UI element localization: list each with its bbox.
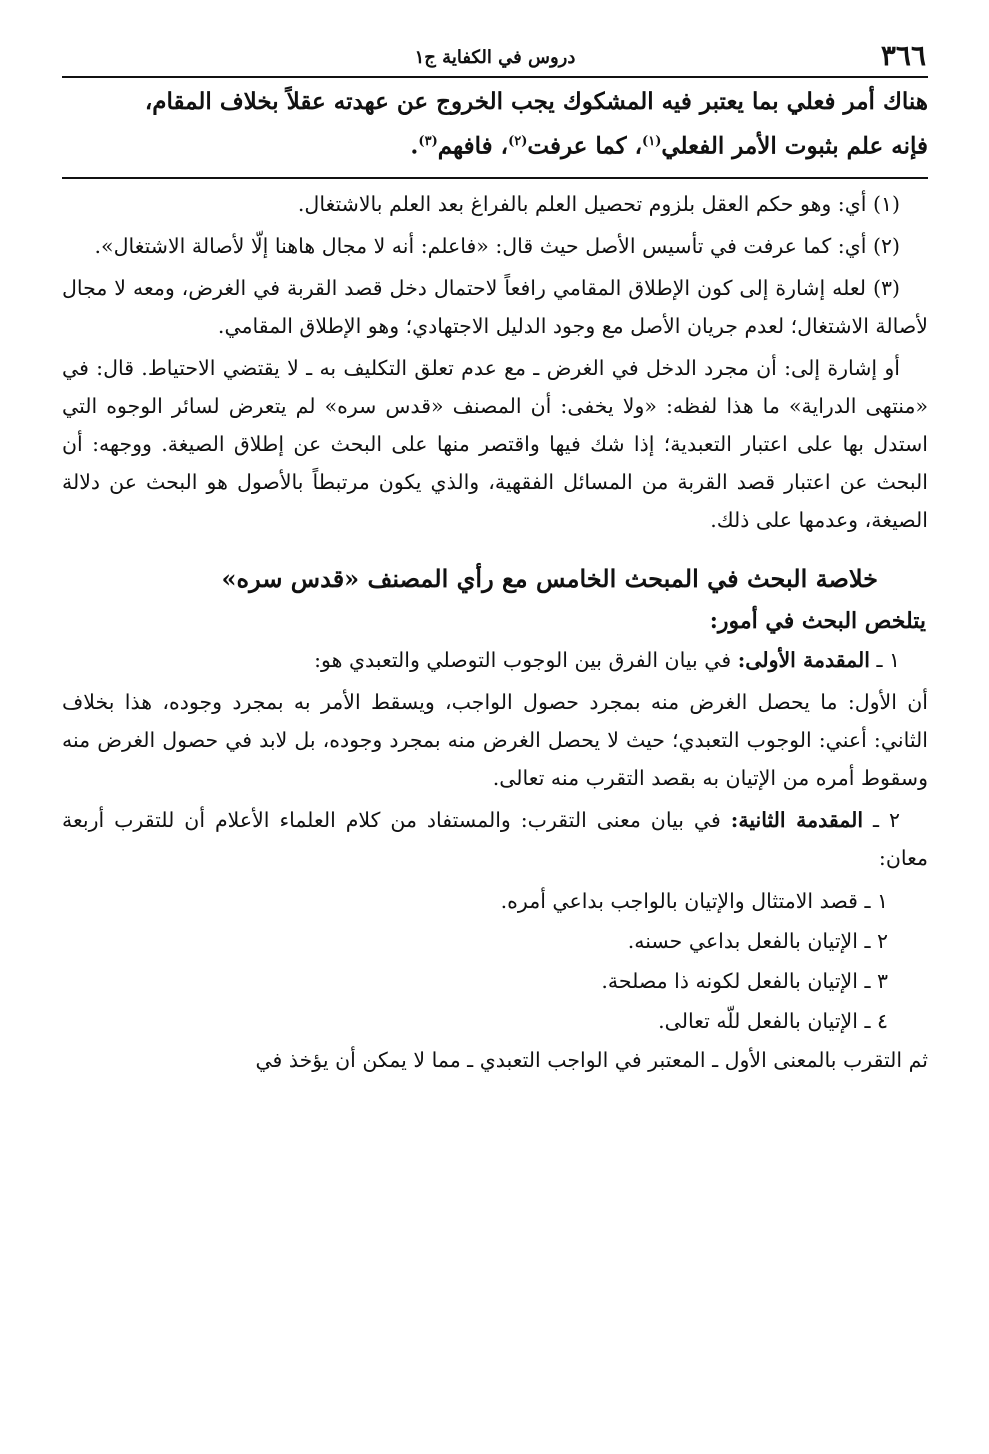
closing-line: ثم التقرب بالمعنى الأول ـ المعتبر في الواجب التعبدي ـ مما لا يمكن أن يؤخذ في: [255, 1047, 928, 1072]
running-title: دروس في الكفاية ج١: [414, 47, 576, 68]
main-text-line-1: هناك أمر فعلي بما يعتبر فيه المشكوك يجب الخروج عن عهدته عقلاً بخلاف المقام،: [144, 88, 928, 115]
meaning-item: ١ ـ قصد الامتثال والإتيان بالواجب بداعي أمره.: [500, 888, 888, 913]
book-page: [62, 36, 928, 1083]
footnote-ref-2: (٢): [508, 134, 528, 149]
footnote-number: (٢): [872, 233, 900, 258]
footnote-3-continuation: أو إشارة إلى: أن مجرد الدخل في الغرض ـ مع عدم تعلق التكليف به ـ لا يقتضي الاحتياط. قال: في «منتهى الدراية» ما هذا لفظه: «ولا يخفى: أن المصنف «قدس سره» لم يتعرض لسائر الوجوه التي استدل بها على اعتبار التعبدية؛ إذا شك فيها واقتصر منها على البحث عن إطلاق الصيغة. ووجهه: أن البحث عن اعتبار قصد القربة من المسائل الفقهية، والذي يكون مرتبطاً بالأصول هو البحث عن دلالة الصيغة، وعدمها على ذلك.: [62, 355, 928, 532]
section-subheading: يتلخص البحث في أمور:: [709, 607, 926, 634]
introduction-2-label: المقدمة الثانية:: [730, 807, 864, 832]
footnote-text: أي: كما عرفت في تأسيس الأصل حيث قال: «فاعلم: أنه لا مجال هاهنا إلّا لأصالة الاشتغال».: [94, 233, 867, 258]
main-text: [62, 82, 928, 167]
introduction-2: ٢ ـ المقدمة الثانية: في بيان معنى التقرب: والمستفاد من كلام العلماء الأعلام أن للتقرب أربعة معان:: [62, 807, 928, 870]
section-heading: خلاصة البحث في المبحث الخامس مع رأي المصنف «قدس سره»: [221, 563, 878, 593]
footnote-1: [62, 185, 928, 223]
introduction-1-paragraph: أن الأول: ما يحصل الغرض منه بمجرد حصول الواجب، ويسقط الأمر به بمجرد وجوده، هذا بخلاف الثاني: أعني: الوجوب التعبدي؛ حيث لا يحصل الغرض منه بمجرد وجوده، بل لابد في حصول الغرض منه وسقوط أمره من الإتيان به بقصد التقرب منه تعالى.: [62, 689, 928, 790]
footnote-text: أي: وهو حكم العقل بلزوم تحصيل العلم بالفراغ بعد العلم بالاشتغال.: [297, 191, 867, 216]
meaning-item: ٣ ـ الإتيان بالفعل لكونه ذا مصلحة.: [601, 968, 888, 993]
footnote-number: (١): [872, 191, 900, 216]
page-number: ٣٦٦: [880, 39, 926, 72]
footnote-3: [62, 269, 928, 345]
footnote-number: (٣): [872, 275, 900, 300]
introduction-1: ١ ـ المقدمة الأولى: في بيان الفرق بين الوجوب التوصلي والتعبدي هو:: [314, 647, 900, 672]
meaning-item: ٤ ـ الإتيان بالفعل للّه تعالى.: [658, 1008, 888, 1033]
footnote-ref-3: (٣): [418, 134, 438, 149]
main-text-line-2: فإنه علم بثبوت الأمر الفعلي$^{(١)}$، كما عرفت$^{(٢)}$، فافهم$^{(٣)}$.: [410, 132, 928, 160]
page-header: [62, 36, 928, 78]
introduction-1-label: المقدمة الأولى:: [737, 647, 870, 672]
footnote-text: لعله إشارة إلى كون الإطلاق المقامي رافعاً لاحتمال دخل قصد القربة في الغرض، ومعه لا مجال لأصالة الاشتغال؛ لعدم جريان الأصل مع وجود الدليل الاجتهادي؛ وهو الإطلاق المقامي.: [62, 275, 928, 338]
footnote-ref-1: (١): [642, 134, 662, 149]
footnote-2: [62, 227, 928, 265]
meaning-item: ٢ ـ الإتيان بالفعل بداعي حسنه.: [627, 928, 888, 953]
footnote-separator: [62, 177, 928, 179]
